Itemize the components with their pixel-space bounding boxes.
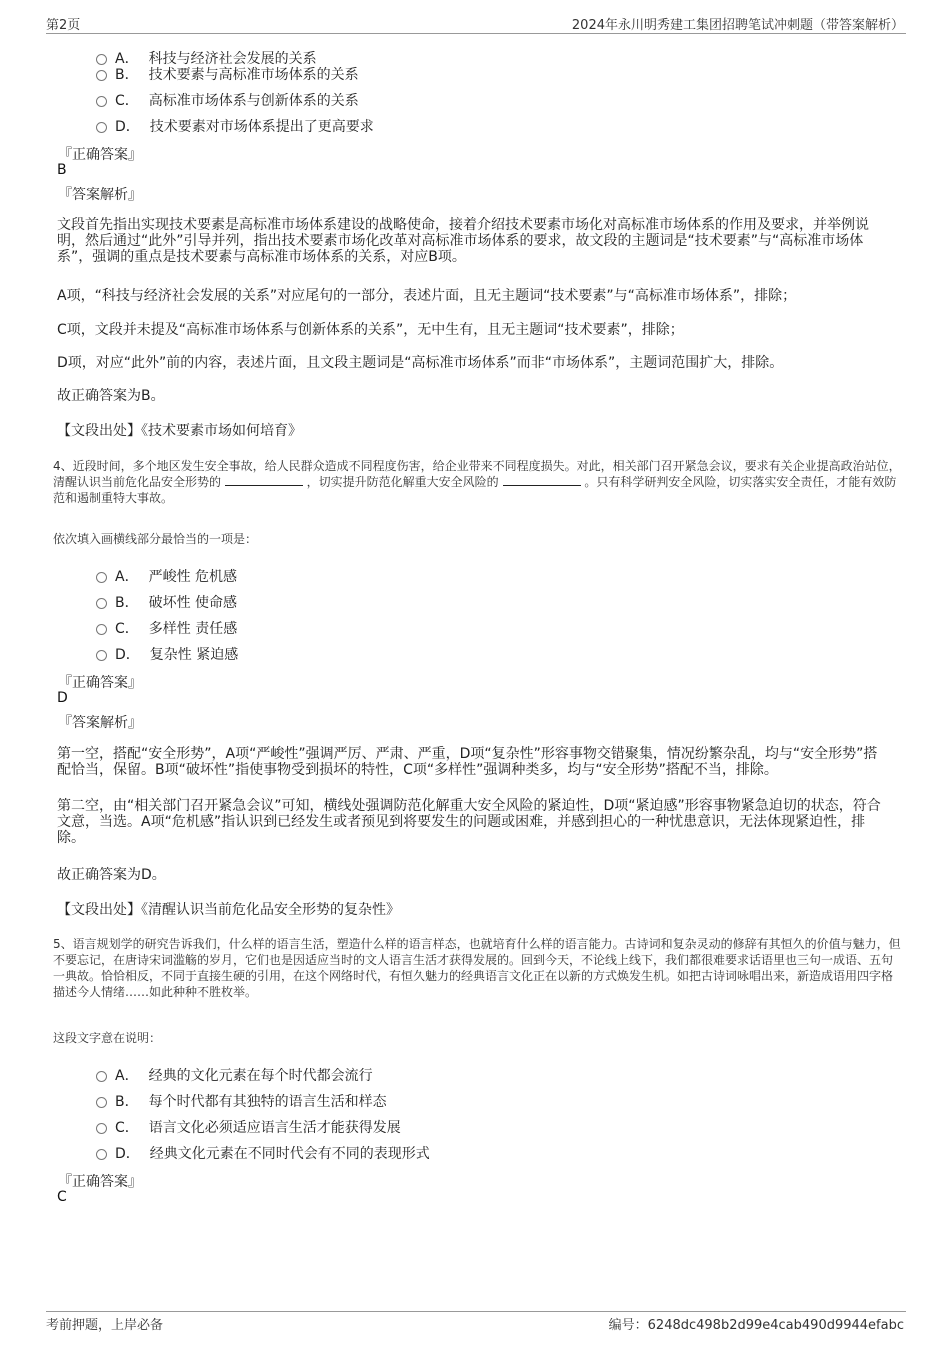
option-letter: C． — [115, 621, 139, 637]
option-letter: A． — [115, 51, 139, 67]
radio-icon[interactable] — [96, 1123, 107, 1134]
q3-option-c[interactable] — [96, 90, 359, 110]
q3-analysis-paragraph: 文段首先指出实现技术要素是高标准市场体系建设的战略使命，接着介绍技术要素市场化对高标准市场体系的作用及要求，并举例说明，然后通过“此外”引导并列，指出技术要素市场化改革对高标准市场体系的要求，故文段的主题词是“技术要素”与“高标准市场体系”，强调的重点是技术要素与高标准市场体系的关系，对应B项。 — [57, 217, 869, 265]
q5-option-b[interactable] — [96, 1091, 387, 1111]
q5-option-a[interactable] — [96, 1065, 373, 1085]
q3-source: 【文段出处】《技术要素市场如何培育》 — [57, 423, 302, 439]
option-text: 科技与经济社会发展的关系 — [148, 51, 317, 67]
radio-icon[interactable] — [96, 1149, 107, 1160]
q4-source: 【文段出处】《清醒认识当前危化品安全形势的复杂性》 — [57, 902, 400, 918]
q4-stem-part: 。只有科学研判安全风险，切实落实安全责任，才能有效防范和遏制重特大事故。 — [53, 475, 897, 505]
option-text: 多样性 责任感 — [148, 621, 238, 637]
q4-answer-label: 『正确答案』 — [58, 675, 142, 691]
option-text: 高标准市场体系与创新体系的关系 — [148, 93, 359, 109]
option-text: 技术要素与高标准市场体系的关系 — [148, 67, 359, 83]
option-letter: A． — [115, 569, 139, 585]
q5-answer-label: 『正确答案』 — [58, 1174, 142, 1190]
radio-icon[interactable] — [96, 96, 107, 107]
q4-stem — [53, 458, 903, 506]
option-text: 语言文化必须适应语言生活才能获得发展 — [148, 1120, 401, 1136]
radio-icon[interactable] — [96, 1071, 107, 1082]
radio-icon[interactable] — [96, 1097, 107, 1108]
radio-icon[interactable] — [96, 598, 107, 609]
document-title: 2024年永川明秀建工集团招聘笔试冲刺题（带答案解析） — [571, 18, 904, 33]
option-letter: A． — [115, 1068, 139, 1084]
q3-option-d[interactable] — [96, 116, 374, 136]
q3-answer: B — [57, 162, 67, 178]
fill-blank — [503, 474, 581, 486]
radio-icon[interactable] — [96, 650, 107, 661]
option-text: 经典的文化元素在每个时代都会流行 — [148, 1068, 373, 1084]
q3-analysis-paragraph: D项，对应“此外”前的内容，表述片面，且文段主题词是“高标准市场体系”而非“市场体系”，主题词范围扩大，排除。 — [57, 355, 784, 371]
q4-stem-part: ，切实提升防范化解重大安全风险的 — [306, 475, 499, 489]
option-text: 破坏性 使命感 — [148, 595, 238, 611]
footer-divider — [46, 1311, 906, 1312]
q3-answer-label: 『正确答案』 — [58, 147, 142, 163]
option-text: 严峻性 危机感 — [148, 569, 238, 585]
q4-conclusion: 故正确答案为D。 — [57, 867, 166, 883]
q5-option-c[interactable] — [96, 1117, 401, 1137]
q4-option-c[interactable] — [96, 618, 237, 638]
radio-icon[interactable] — [96, 122, 107, 133]
q4-analysis-label: 『答案解析』 — [58, 715, 142, 731]
q5-option-d[interactable] — [96, 1143, 430, 1163]
q4-option-d[interactable] — [96, 644, 238, 664]
q3-analysis-paragraph: A项，“科技与经济社会发展的关系”对应尾句的一部分，表述片面，且无主题词“技术要素”与“高标准市场体系”，排除； — [57, 288, 797, 304]
option-letter: C． — [115, 1120, 139, 1136]
q3-conclusion: 故正确答案为B。 — [57, 388, 165, 404]
radio-icon[interactable] — [96, 624, 107, 635]
option-text: 每个时代都有其独特的语言生活和样态 — [148, 1094, 387, 1110]
option-letter: D． — [115, 119, 140, 135]
q4-option-a[interactable] — [96, 566, 237, 586]
option-text: 复杂性 紧迫感 — [149, 647, 239, 663]
option-letter: D． — [115, 1146, 140, 1162]
option-letter: D． — [115, 647, 140, 663]
page-number: 第2页 — [46, 18, 81, 33]
option-letter: C． — [115, 93, 139, 109]
q5-prompt: 这段文字意在说明： — [53, 1031, 162, 1045]
document-id: 编号：6248dc498b2d99e4cab490d9944efabc — [608, 1318, 904, 1333]
q4-stem-part: 4、近段时间，多个地区发生安全事故，给人民群众造成不同程度伤害，给企业带来不同程度损失。对此，相关部门召开紧急会议，要求有关企业提高政治站位，清醒认识当前危化品安全形势的 — [53, 459, 901, 489]
q4-analysis-paragraph: 第二空，由“相关部门召开紧急会议”可知，横线处强调防范化解重大安全风险的紧迫性，D项“紧迫感”形容事物紧急迫切的状态，符合文意，当选。A项“危机感”指认识到已经发生或者预见到将要发生的问题或困难，并感到担心的一种忧患意识，无法体现紧迫性，排除。 — [57, 798, 881, 846]
radio-icon[interactable] — [96, 70, 107, 81]
option-text: 技术要素对市场体系提出了更高要求 — [149, 119, 374, 135]
q4-answer: D — [57, 690, 68, 706]
q4-analysis-paragraph: 第一空，搭配“安全形势”，A项“严峻性”强调严厉、严肃、严重，D项“复杂性”形容事物交错聚集，情况纷繁杂乱，均与“安全形势”搭配恰当，保留。B项“破坏性”指使事物受到损坏的特性，C项“多样性”强调种类多，均与“安全形势”搭配不当，排除。 — [57, 746, 878, 778]
q3-analysis-paragraph: C项，文段并未提及“高标准市场体系与创新体系的关系”，无中生有，且无主题词“技术要素”，排除； — [57, 322, 684, 338]
q5-stem: 5、语言规划学的研究告诉我们，什么样的语言生活，塑造什么样的语言样态，也就培育什么样的语言能力。古诗词和复杂灵动的修辞有其恒久的价值与魅力，但不要忘记，在唐诗宋词滥觞的岁月，它们也是因适应当时的文人语言生活才获得发展的。回到今天，不论线上线下，我们都很难要求话语里也三句一成语、五句一典故。恰恰相反，不同于直接生硬的引用，在这个网络时代，有恒久魅力的经典语言文化正在以新的方式焕发生机。如把古诗词咏唱出来，新造成语用四字格描述今人情绪……如此种种不胜枚举。 — [53, 937, 901, 999]
q5-answer: C — [57, 1189, 67, 1205]
header-divider — [46, 33, 906, 34]
q4-option-b[interactable] — [96, 592, 237, 612]
footer-slogan: 考前押题，上岸必备 — [46, 1318, 164, 1333]
option-letter: B． — [115, 595, 139, 611]
radio-icon[interactable] — [96, 572, 107, 583]
option-letter: B． — [115, 1094, 139, 1110]
fill-blank — [225, 474, 303, 486]
option-letter: B． — [115, 67, 139, 83]
q3-option-b[interactable] — [96, 64, 359, 84]
option-text: 经典文化元素在不同时代会有不同的表现形式 — [149, 1146, 430, 1162]
q4-prompt: 依次填入画横线部分最恰当的一项是： — [53, 532, 258, 546]
q3-analysis-label: 『答案解析』 — [58, 187, 142, 203]
